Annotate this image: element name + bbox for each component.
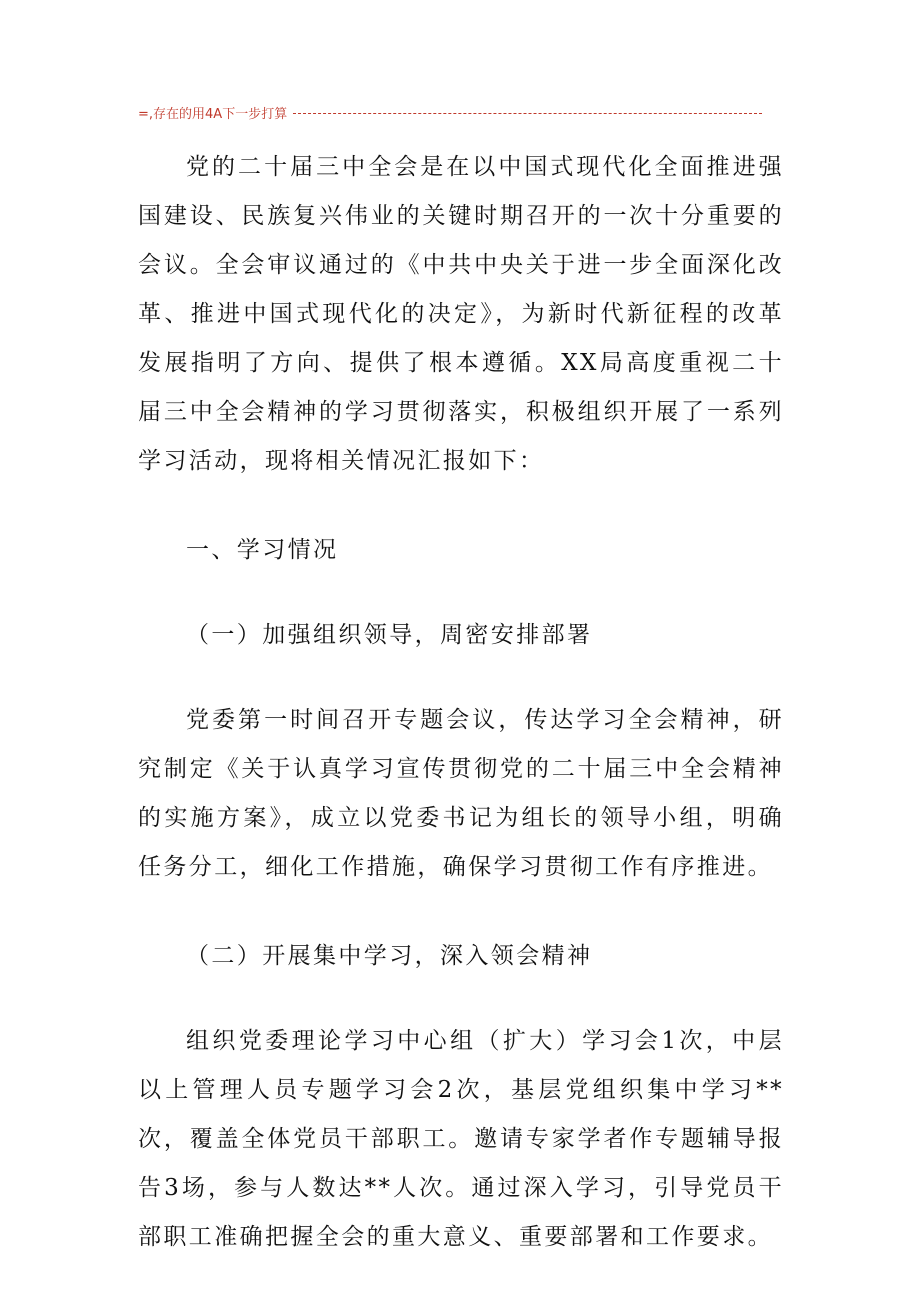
section-heading-study: 一、学习情况	[186, 537, 339, 563]
spacer	[138, 981, 784, 1017]
header-dashed-rule	[293, 113, 762, 114]
spacer	[138, 892, 784, 932]
subsection-paragraph-study-sessions: 组织党委理论学习中心组（扩大）学习会1次，中层以上管理人员专题学习会2次，基层党组织集中学习**次，覆盖全体党员干部职工。邀请专家学者作专题辅导报告3场，参与人数达**人次。通过深入学习，引导党员干部职工准确把握全会的重大意义、重要部署和工作要求。	[138, 1028, 784, 1250]
intro-paragraph: 党的二十届三中全会是在以中国式现代化全面推进强国建设、民族复兴伟业的关键时期召开的一次十分重要的会议。全会审议通过的《中共中央关于进一步全面深化改革、推进中国式现代化的决定》，为新时代新征程的改革发展指明了方向、提供了根本遵循。XX局高度重视二十届三中全会精神的学习贯彻落实，积极组织开展了一系列学习活动，现将相关情况汇报如下：	[138, 154, 784, 474]
subsection-heading-organization: （一）加强组织领导，周密安排部署	[186, 622, 593, 648]
subsection-heading-study-sessions: （二）开展集中学习，深入领会精神	[186, 943, 593, 969]
spacer	[138, 575, 784, 611]
subsection-paragraph-organization: 党委第一时间召开专题会议，传达学习全会精神，研究制定《关于认真学习宣传贯彻党的二十届三中全会精神的实施方案》，成立以党委书记为组长的领导小组，明确任务分工，细化工作措施，确保学习贯彻工作有序推进。	[138, 707, 784, 880]
document-body	[138, 143, 784, 1262]
spacer	[138, 660, 784, 696]
header-note: =,存在的用4A下一步打算	[138, 107, 288, 122]
spacer	[138, 486, 784, 526]
header-note-line	[138, 103, 762, 122]
